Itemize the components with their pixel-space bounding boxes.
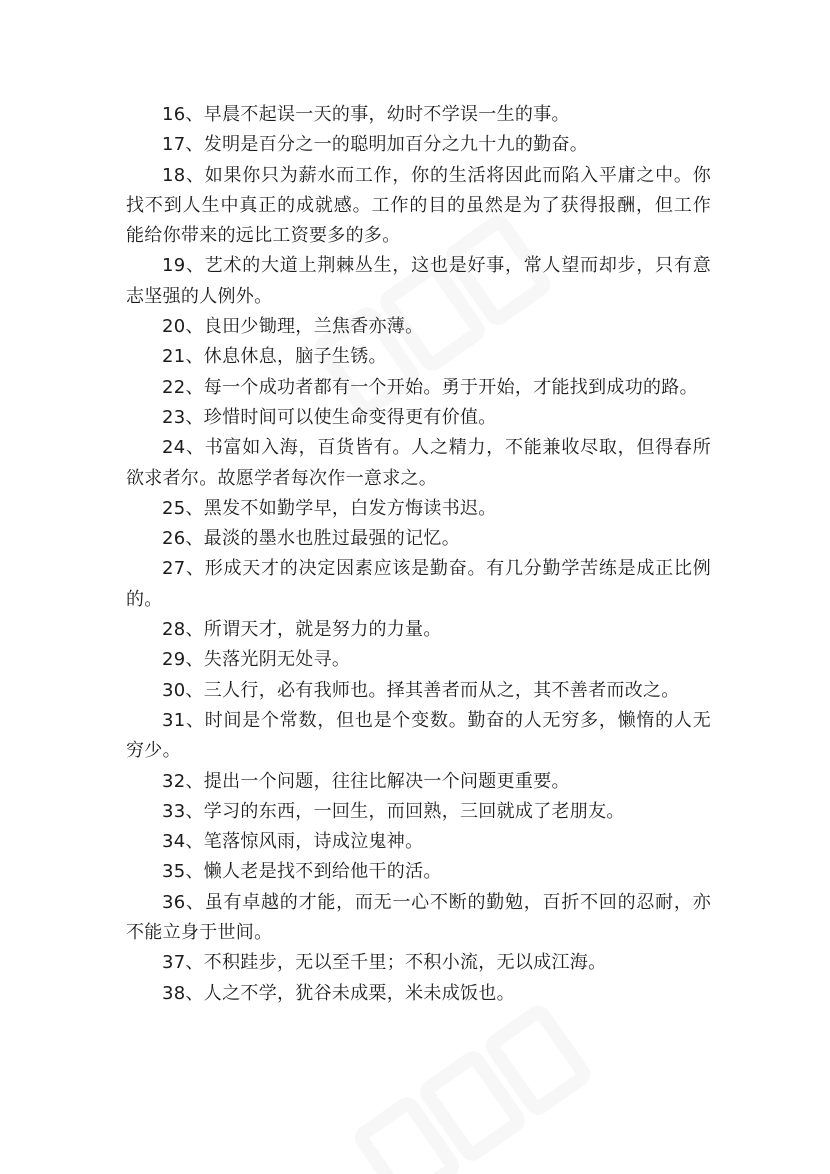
list-item: 37、不积跬步，无以至千里；不积小流，无以成江海。 [162,952,607,974]
list-item: 34、笔落惊风雨，诗成泣鬼神。 [162,831,424,853]
list-item: 32、提出一个问题，往往比解决一个问题更重要。 [162,770,570,792]
list-item: 28、所谓天才，就是努力的力量。 [162,619,442,641]
quote-list [126,100,711,1009]
list-item: 35、懒人老是找不到给他干的活。 [162,861,442,883]
list-item: 19、艺术的大道上荆棘丛生，这也是好事，常人望而却步，只有意志坚强的人例外。 [126,255,711,307]
list-item: 29、失落光阴无处寻。 [162,649,351,671]
list-item: 38、人之不学，犹谷未成栗，米未成饭也。 [162,982,515,1004]
list-item: 36、虽有卓越的才能，而无一心不断的勤勉，百折不回的忍耐，亦不能立身于世间。 [126,891,711,944]
list-item: 17、发明是百分之一的聪明加百分之九十九的勤奋。 [162,134,589,156]
list-item: 30、三人行，必有我师也。择其善者而从之，其不善者而改之。 [162,679,680,701]
list-item: 18、如果你只为薪水而工作，你的生活将因此而陷入平庸之中。你找不到人生中真正的成就感。工作的目的虽然是为了获得报酬，但工作能给你带来的远比工资要多的多。 [126,164,711,247]
list-item: 31、时间是个常数，但也是个变数。勤奋的人无穷多，懒惰的人无穷少。 [126,709,711,762]
list-item: 23、珍惜时间可以使生命变得更有价值。 [162,406,497,428]
list-item: 21、休息休息，脑子生锈。 [162,346,387,368]
list-item: 24、书富如入海，百货皆有。人之精力，不能兼收尽取，但得春所欲求者尔。故愿学者每次作一意求之。 [126,437,711,489]
list-item: 27、形成天才的决定因素应该是勤奋。有几分勤学苦练是成正比例的。 [126,558,711,610]
list-item: 33、学习的东西，一回生，而回熟，三回就成了老朋友。 [162,800,625,822]
list-item: 16、早晨不起误一天的事，幼时不学误一生的事。 [162,104,570,125]
list-item: 22、每一个成功者都有一个开始。勇于开始，才能找到成功的路。 [162,376,698,398]
list-item: 20、良田少锄理，兰焦香亦薄。 [162,316,424,338]
list-item: 25、黑发不如勤学早，白发方悔读书迟。 [162,497,497,519]
list-item: 26、最淡的墨水也胜过最强的记忆。 [162,528,461,550]
